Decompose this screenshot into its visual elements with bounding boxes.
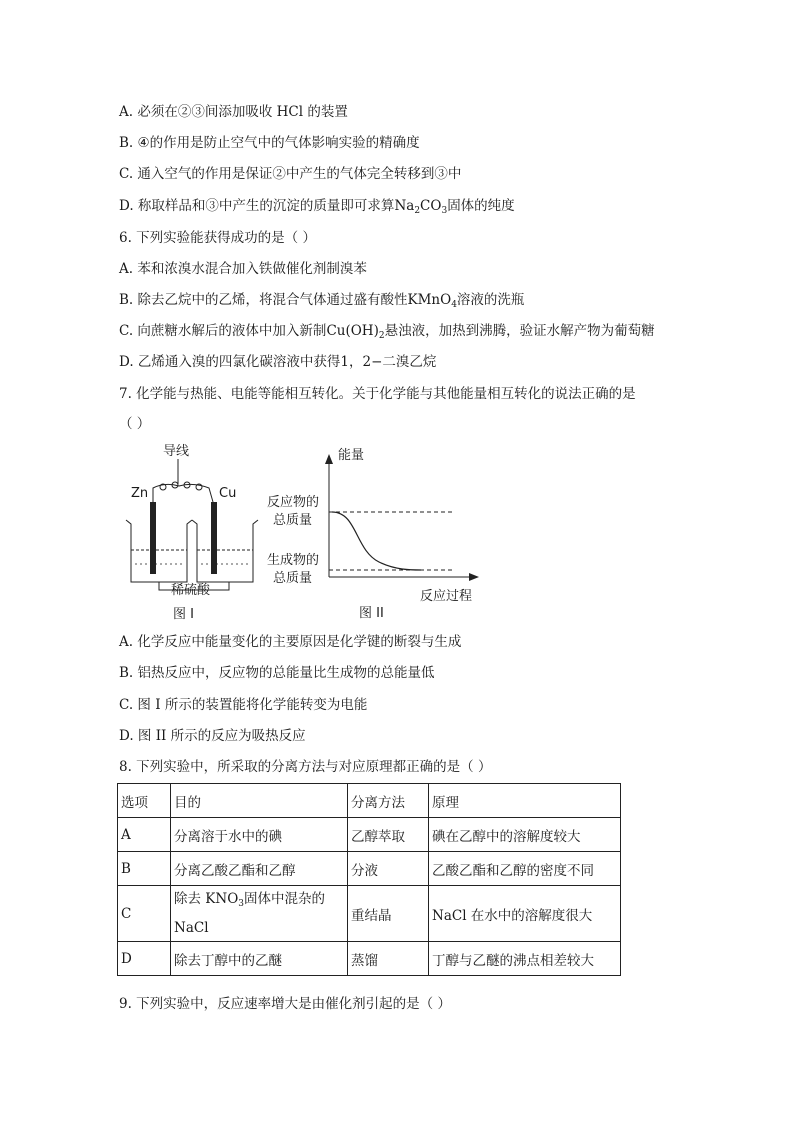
table-row [118, 886, 621, 942]
formula-co: CO [420, 198, 442, 214]
table-cell: 丁醇与乙醚的沸点相差较大 [429, 942, 621, 976]
formula-sub: 2 [378, 331, 385, 341]
cu-electrode [211, 502, 217, 574]
product-label: 生成物的 [267, 553, 320, 568]
formula-sub: 3 [238, 899, 244, 909]
x-axis-arrow [469, 573, 479, 581]
table-cell: NaCl 在水中的溶解度很大 [429, 886, 621, 942]
y-axis-label: 能量 [338, 448, 365, 463]
q7-option-d: D. 图 II 所示的反应为吸热反应 [119, 728, 306, 744]
product-label: 总质量 [273, 571, 313, 586]
q6-b-tail: 溶液的洗瓶 [456, 292, 525, 308]
formula-sub: 2 [414, 206, 421, 216]
table-cell: 乙醇萃取 [348, 818, 429, 852]
table-cell: 蒸馏 [348, 942, 429, 976]
formula-na: Na [394, 198, 415, 214]
cell-text: 固体中混杂的 [244, 891, 325, 907]
q8-stem: 8. 下列实验中，所采取的分离方法与对应原理都正确的是（ ） [119, 759, 492, 775]
formula-kmno: KMnO [407, 292, 452, 308]
cu-label: Cu [219, 486, 237, 501]
formula-cuoh: Cu(OH) [326, 323, 379, 339]
q6-option-d: D. 乙烯通入溴的四氯化碳溶液中获得1，2−二溴乙烷 [119, 354, 437, 370]
table-cell: A [118, 818, 171, 852]
table-row [118, 852, 621, 886]
zn-label: Zn [131, 486, 149, 501]
table-cell: C [118, 886, 171, 942]
table-header-cell: 选项 [118, 784, 171, 818]
q5-d-text: D. 称取样品和③中产生的沉淀的质量即可求算 [119, 198, 395, 214]
zn-electrode [150, 502, 156, 574]
acid-label: 稀硫酸 [171, 583, 211, 598]
q6-option-b [119, 290, 524, 315]
table-cell: B [118, 852, 171, 886]
table-header-cell: 原理 [429, 784, 621, 818]
table-header-cell: 目的 [171, 784, 348, 818]
q7-option-a: A. 化学反应中能量变化的主要原因是化学键的断裂与生成 [119, 634, 462, 650]
figure-2-energy-diagram [267, 447, 479, 621]
table-cell: 重结晶 [348, 886, 429, 942]
table-cell: 分液 [348, 852, 429, 886]
wire-label: 导线 [163, 444, 190, 459]
q7-option-b: B. 铝热反应中，反应物的总能量比生成物的总能量低 [119, 665, 435, 681]
q5-d-tail: 固体的纯度 [447, 198, 515, 214]
q5-option-a: A. 必须在②③间添加吸收 HCl 的装置 [119, 104, 348, 120]
table-cell: 碘在乙醇中的溶解度较大 [429, 818, 621, 852]
q8-table [117, 783, 621, 976]
q7-figures [119, 440, 499, 630]
x-axis-label: 反应过程 [420, 589, 473, 604]
q5-option-c: C. 通入空气的作用是保证②中产生的气体完全转移到③中 [119, 166, 462, 182]
table-cell: D [118, 942, 171, 976]
q6-c-tail: 悬浊液，加热到沸腾，验证水解产物为葡萄糖 [384, 323, 655, 339]
table-header-row [118, 784, 621, 818]
q7-figures-svg [119, 440, 499, 630]
table-cell [171, 886, 348, 942]
reactant-label: 总质量 [273, 513, 313, 528]
table-row [118, 942, 621, 976]
q6-option-c [119, 321, 655, 346]
q7-option-c: C. 图 I 所示的装置能将化学能转变为电能 [119, 697, 368, 713]
table-cell: 除去丁醇中的乙醚 [171, 942, 348, 976]
right-beaker [192, 520, 258, 582]
table-cell: 分离溶于水中的碘 [171, 818, 348, 852]
table-header-cell: 分离方法 [348, 784, 429, 818]
table-cell: 分离乙酸乙酯和乙醇 [171, 852, 348, 886]
y-axis-arrow [325, 454, 333, 464]
q7-stem: 7. 化学能与热能、电能等能相互转化。关于化学能与其他能量相互转化的说法正确的是 [119, 386, 636, 402]
q6-b-text: B. 除去乙烷中的乙烯，将混合气体通过盛有酸性 [119, 292, 408, 308]
table-row [118, 818, 621, 852]
cell-text: 除去 KNO [174, 891, 239, 907]
cell-text: NaCl [174, 920, 209, 936]
figure-1-caption: 图 I [173, 607, 194, 622]
wire [153, 484, 213, 502]
q7-stem-cont: （ ） [119, 416, 151, 432]
formula-sub: 4 [451, 300, 457, 310]
reactant-label: 反应物的 [267, 495, 320, 510]
figure-2-caption: 图 II [359, 606, 384, 621]
figure-1-galvanic-cell [126, 443, 258, 622]
formula-sub: 3 [441, 206, 448, 216]
q6-stem: 6. 下列实验能获得成功的是（ ） [119, 230, 316, 246]
left-beaker [126, 520, 192, 582]
q6-option-a: A. 苯和浓溴水混合加入铁做催化剂制溴苯 [119, 261, 367, 277]
q6-c-text: C. 向蔗糖水解后的液体中加入新制 [119, 323, 327, 339]
energy-curve [332, 512, 421, 570]
q9-stem: 9. 下列实验中，反应速率增大是由催化剂引起的是（ ） [119, 996, 451, 1012]
q5-option-d [119, 196, 515, 221]
q5-option-b: B. ④的作用是防止空气中的气体影响实验的精确度 [119, 135, 420, 151]
table-cell: 乙酸乙酯和乙醇的密度不同 [429, 852, 621, 886]
